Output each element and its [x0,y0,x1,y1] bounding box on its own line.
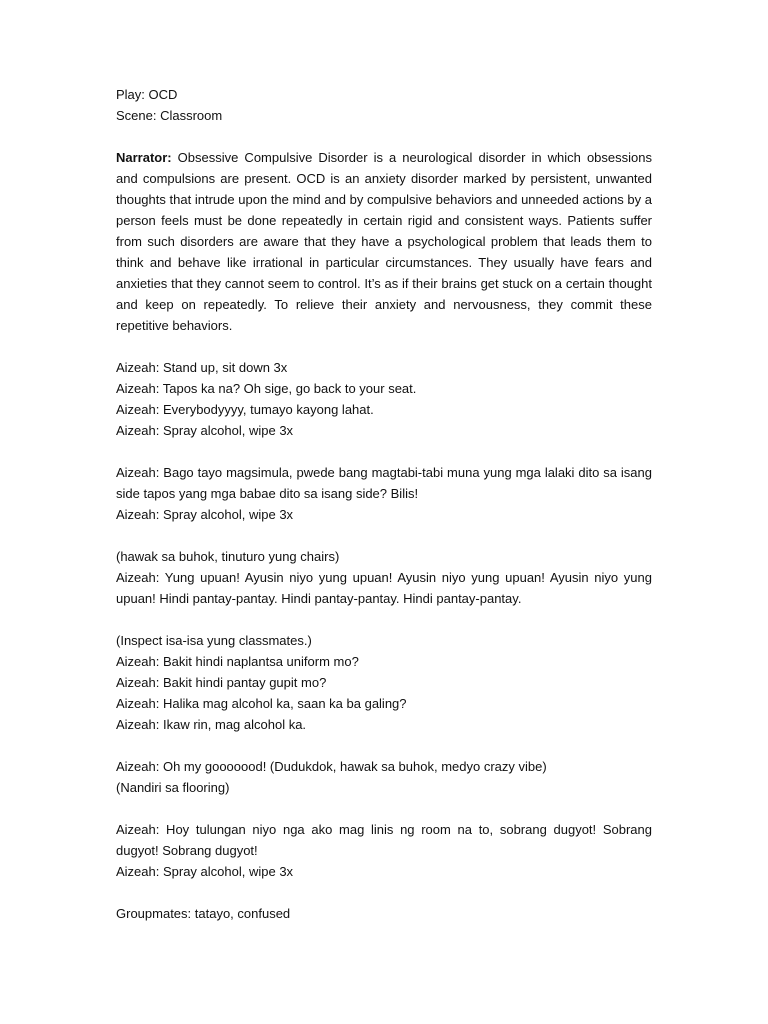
spacer [116,525,652,546]
stage-direction: (Inspect isa-isa yung classmates.) [116,633,312,648]
script-line: Aizeah: Halika mag alcohol ka, saan ka ba galing? [116,696,407,711]
script-line: Aizeah: Oh my gooooood! (Dudukdok, hawak sa buhok, medyo crazy vibe) [116,759,547,774]
spacer [116,336,652,357]
stage-direction: (Nandiri sa flooring) [116,780,230,795]
script-paragraph: Aizeah: Yung upuan! Ayusin niyo yung upuan! Ayusin niyo yung upuan! Ayusin niyo yung upuan! Hindi pantay-pantay. Hindi pantay-pantay. Hindi pantay-pantay. [116,570,652,606]
narrator-paragraph [116,147,652,336]
script-line: Aizeah: Stand up, sit down 3x [116,360,288,375]
stage-direction: (hawak sa buhok, tinuturo yung chairs) [116,549,340,564]
script-line: Aizeah: Everybodyyyy, tumayo kayong lahat. [116,402,374,417]
spacer [116,609,652,630]
script-line: Aizeah: Spray alcohol, wipe 3x [116,423,294,438]
document-page [116,84,652,924]
spacer [116,798,652,819]
narrator-label: Narrator: [116,150,172,165]
spacer [116,441,652,462]
spacer [116,735,652,756]
script-line: Aizeah: Ikaw rin, mag alcohol ka. [116,717,307,732]
script-line: Aizeah: Spray alcohol, wipe 3x [116,864,294,879]
script-paragraph: Aizeah: Bago tayo magsimula, pwede bang magtabi-tabi muna yung mga lalaki dito sa isang side tapos yang mga babae dito sa isang side? Bilis! [116,465,652,501]
script-line: Groupmates: tatayo, confused [116,906,291,921]
script-line: Aizeah: Tapos ka na? Oh sige, go back to your seat. [116,381,417,396]
narrator-text: Obsessive Compulsive Disorder is a neurological disorder in which obsessions and compulsions are present. OCD is an anxiety disorder marked by persistent, unwanted thoughts that intrude upon the mind and by compulsive behaviors and unneeded actions by a person feels must be done repeatedly in certain rigid and consistent ways. Patients suffer from such disorders are aware that they have a psychological problem that leads them to think and behave like irrational in particular circumstances. They usually have fears and anxieties that they cannot seem to control. It’s as if their brains get stuck on a certain thought and keep on repeatedly. To relieve their anxiety and nervousness, they commit these repetitive behaviors. [116,150,652,333]
spacer [116,126,652,147]
script-paragraph: Aizeah: Hoy tulungan niyo nga ako mag linis ng room na to, sobrang dugyot! Sobrang dugyot! Sobrang dugyot! [116,822,652,858]
scene-title: Scene: Classroom [116,108,223,123]
spacer [116,882,652,903]
script-line: Aizeah: Bakit hindi pantay gupit mo? [116,675,327,690]
script-line: Aizeah: Bakit hindi naplantsa uniform mo? [116,654,359,669]
script-line: Aizeah: Spray alcohol, wipe 3x [116,507,294,522]
play-title: Play: OCD [116,87,178,102]
